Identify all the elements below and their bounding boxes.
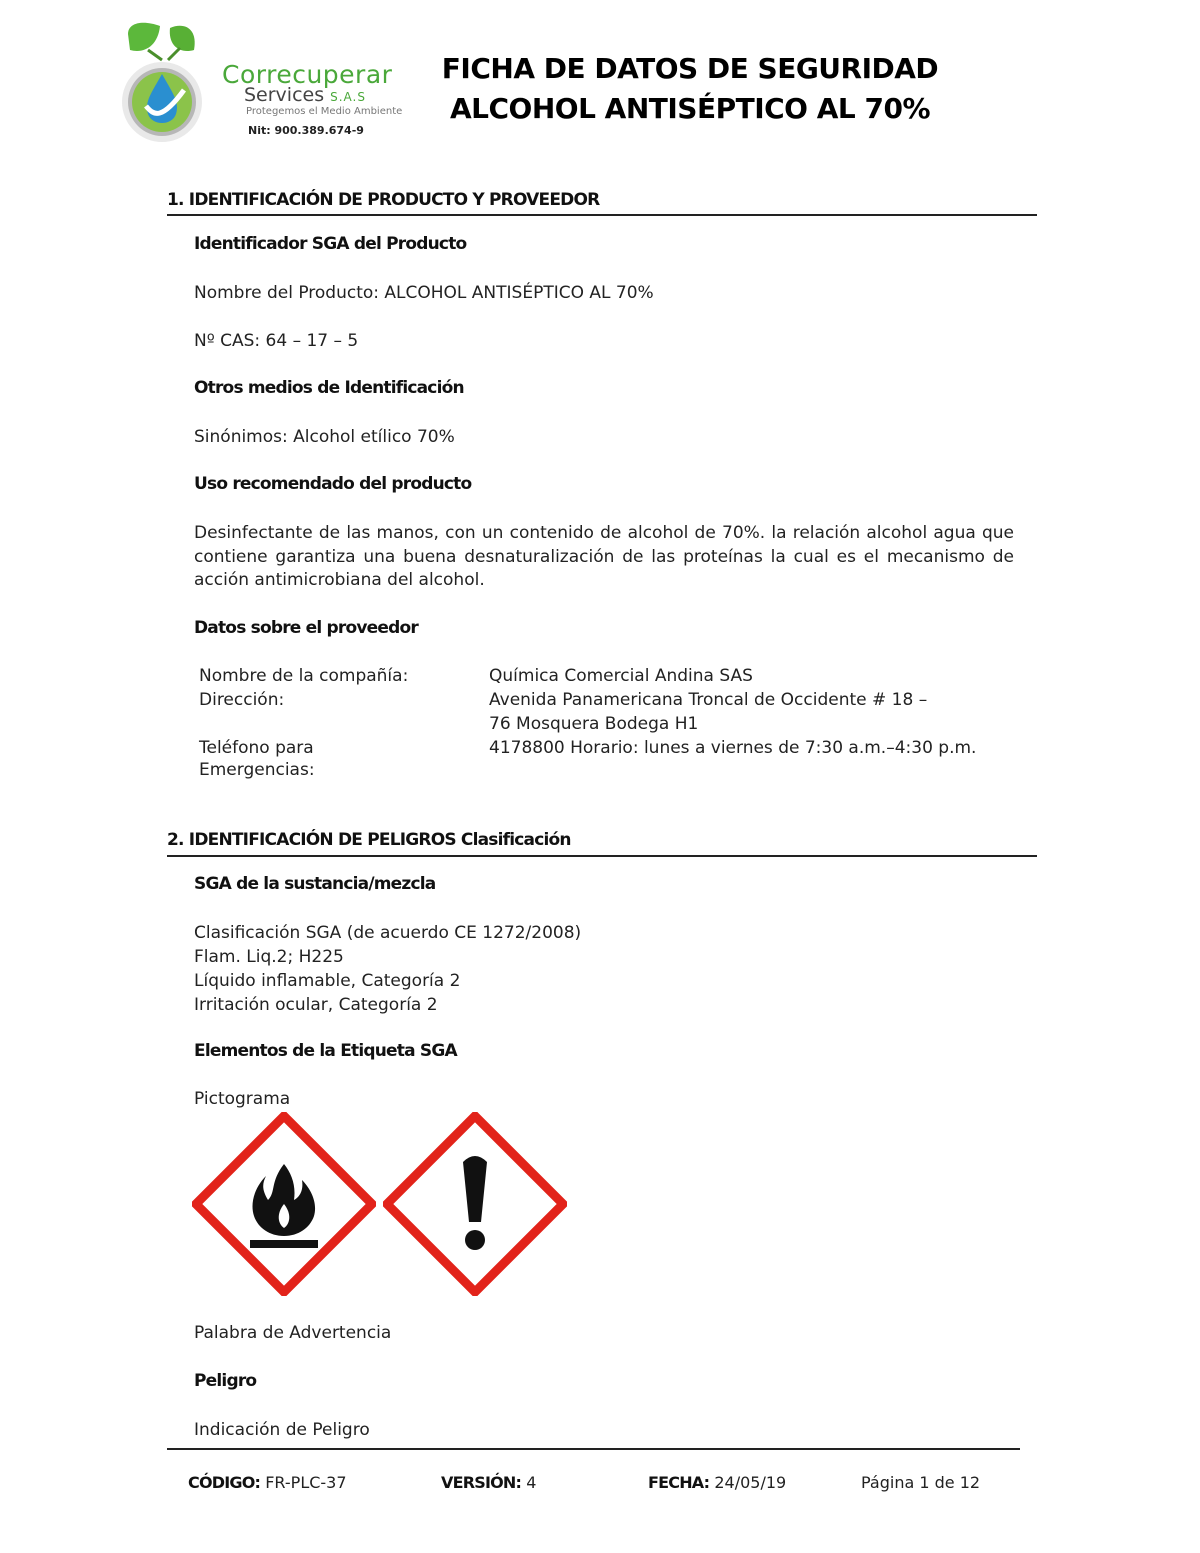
classification-line: Flam. Liq.2; H225 [194, 947, 344, 967]
subheading-recommended-use: Uso recomendado del producto [194, 474, 472, 494]
company-label: Nombre de la compañía: [199, 666, 409, 686]
supplier-table [199, 664, 1019, 784]
footer-page: Página 1 de 12 [861, 1473, 981, 1492]
cas-number: Nº CAS: 64 – 17 – 5 [194, 331, 359, 351]
section-2-title-bold: 2. IDENTIFICACIÓN DE PELIGROS [167, 830, 456, 850]
brand-name: Correcuperar [222, 60, 393, 89]
recommended-use-text: Desinfectante de las manos, con un contenido de alcohol de 70%. la relación alcohol agua que contiene garantiza una buena desnaturalización de las proteínas la cual es el mecanismo de acción antimicrobiana del alcohol. [194, 523, 1014, 590]
subheading-sga-identifier: Identificador SGA del Producto [194, 234, 467, 254]
warning-word-label: Palabra de Advertencia [194, 1323, 392, 1343]
address-line-1: Avenida Panamericana Troncal de Occidente # 18 – [489, 690, 928, 710]
product-name: Nombre del Producto: ALCOHOL ANTISÉPTICO AL 70% [194, 283, 654, 303]
section-1-title: 1. IDENTIFICACIÓN DE PRODUCTO Y PROVEEDOR [167, 190, 600, 210]
footer-code [188, 1473, 347, 1492]
synonyms: Sinónimos: Alcohol etílico 70% [194, 427, 455, 447]
nit-number: Nit: 900.389.674-9 [248, 124, 364, 137]
phone-value: 4178800 Horario: lunes a viernes de 7:30 a.m.–4:30 p.m. [489, 738, 977, 758]
footer-code-label: CÓDIGO: [188, 1473, 261, 1492]
footer-date [648, 1473, 786, 1492]
classification-line: Clasificación SGA (de acuerdo CE 1272/2008) [194, 923, 582, 943]
section-2-rule [167, 855, 1037, 857]
subheading-label-elements: Elementos de la Etiqueta SGA [194, 1041, 457, 1061]
section-2-title-rest: Clasificación [455, 830, 571, 850]
brand-tagline: Protegemos el Medio Ambiente [246, 106, 403, 117]
address-label: Dirección: [199, 690, 285, 710]
hazard-statement-label: Indicación de Peligro [194, 1420, 370, 1440]
document-title-line2: ALCOHOL ANTISÉPTICO AL 70% [449, 92, 931, 125]
footer-rule [167, 1448, 1020, 1450]
pictogram-label: Pictograma [194, 1089, 291, 1109]
classification-line: Irritación ocular, Categoría 2 [194, 995, 438, 1015]
company-value: Química Comercial Andina SAS [489, 666, 753, 686]
classification-line: Líquido inflamable, Categoría 2 [194, 971, 461, 991]
section-1-rule [167, 214, 1037, 216]
company-logo [118, 20, 428, 150]
brand-sas: S.A.S [330, 90, 366, 104]
footer-code-value: FR-PLC-37 [265, 1473, 347, 1492]
phone-label-2: Emergencias: [199, 760, 315, 780]
footer-version [441, 1473, 536, 1492]
classification-list [194, 921, 581, 1017]
exclamation-pictogram-icon [383, 1112, 567, 1296]
leaf-logo-icon [118, 20, 218, 150]
subheading-other-identification: Otros medios de Identificación [194, 378, 464, 398]
warning-word: Peligro [194, 1371, 257, 1391]
address-line-2: 76 Mosquera Bodega H1 [489, 714, 699, 734]
document-title-line1: FICHA DE DATOS DE SEGURIDAD [441, 52, 939, 85]
flame-pictogram-icon [192, 1112, 376, 1296]
footer-version-label: VERSIÓN: [441, 1473, 522, 1492]
footer-date-label: FECHA: [648, 1473, 710, 1492]
brand-services: Services [244, 84, 325, 106]
footer-date-value: 24/05/19 [714, 1473, 787, 1492]
phone-label-1: Teléfono para [199, 738, 314, 758]
subheading-supplier: Datos sobre el proveedor [194, 618, 418, 638]
brand-sub [244, 84, 366, 106]
section-2-title [167, 830, 571, 850]
subheading-sga-substance: SGA de la sustancia/mezcla [194, 874, 436, 894]
footer-version-value: 4 [526, 1473, 537, 1492]
